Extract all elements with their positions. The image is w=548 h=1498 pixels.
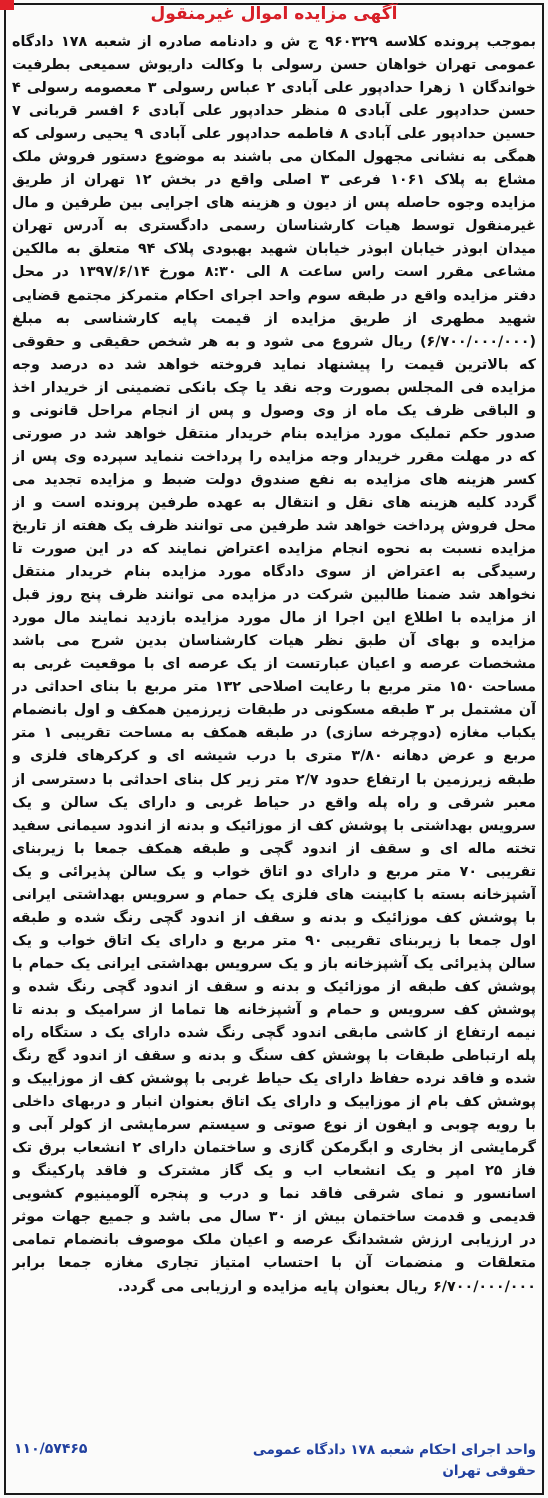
notice-body: بموجب پرونده کلاسه ۹۶۰۳۲۹ ج ش و دادنامه صادره از شعبه ۱۷۸ دادگاه عمومی تهران خواهان حسن رسولی با وکالت داریوش سمیعی بطرفیت خواندگان ۱ زهرا حدادپور علی آبادی ۲ عباس رسولی ۳ معصومه رسولی ۴ حسن حدادپور علی آبادی ۵ منظر حدادپور علی آبادی ۶ افسر قربانی ۷ حسین حدادپور علی آبادی ۸ فاطمه حدادپور علی آبادی ۹ یحیی رسولی که همگی به نشانی مجهول المکان می باشند به موضوع دستور فروش ملک مشاع به پلاک ۱۰۶۱ فرعی ۳ اصلی واقع در بخش ۱۲ تهران از طریق مزایده وجوه حاصله پس از دیون و هزینه های اجرایی بین طرفین و مال غیرمنقول توسط هیات کارشناسان رسمی دادگستری به آدرس تهران میدان ابوذر خیابان ابوذر خیابان شهید بهبودی پلاک ۹۴ متعلق به مالکین مشاعی مقرر است راس ساعت ۸ الی ۸:۳۰ مورخ ۱۳۹۷/۶/۱۴ در محل دفتر مزایده واقع در طبقه سوم واحد اجرای احکام متمرکز مجتمع قضایی شهید مطهری از طریق مزایده از قیمت پایه کارشناسی به مبلغ (۶/۷۰۰/۰۰۰/۰۰۰) ریال شروع می شود و به هر شخص حقیقی و حقوقی که بالاترین قیمت را پیشنهاد نماید فروخته خواهد شد ده درصد وجه مزایده فی المجلس بصورت وجه نقد یا چک بانکی تضمینی از خریدار اخذ و الباقی ظرف یک ماه از وی وصول و پس از انجام مراحل قانونی و صدور حکم تملیک مورد مزایده بنام خریدار منتقل خواهد شد در صورتی که در مهلت مقرر خریدار وجه مزایده را پرداخت ننماید سپرده وی پس از کسر هزینه های مزایده به نفع صندوق دولت ضبط و مزایده تجدید می گردد کلیه هزینه های نقل و انتقال به عهده طرفین پرونده است و از محل فروش پرداخت خواهد شد طرفین می توانند ظرف یک هفته از تاریخ مزایده نسبت به نحوه انجام مزایده اعتراض نمایند که در این صورت تا رسیدگی به اعتراض از سوی دادگاه مورد مزایده بنام خریدار منتقل نخواهد شد ضمنا طالبین شرکت در مزایده می توانند ظرف پنج روز قبل از مزایده با اطلاع این اجرا از مال مورد مزایده بازدید نمایند مال مورد مزایده و بهای آن طبق نظر هیات کارشناسان بدین شرح می باشد مشخصات عرصه و اعیان عبارتست از یک عرصه ای با موقعیت غربی به مساحت ۱۵۰ متر مربع با رعایت اصلاحی ۱۳۲ متر مربع با بنای احداثی در آن مشتمل بر ۳ طبقه مسکونی در طبقات زیرزمین همکف و اول بانضمام یکباب مغازه (دوچرخه سازی) در طبقه همکف به مساحت تقریبی ۱ متر مربع و عرض دهانه ۳/۸۰ متری با درب شیشه ای و کرکرهای فلزی و طبقه زیرزمین با ارتفاع حدود ۲/۷ متر زیر کل بنای احداثی با دسترسی از معبر شرقی و راه پله واقع در حیاط غربی و دارای یک سالن و یک سرویس بهداشتی با پوشش کف از موزائیک و بدنه از اندود سیمانی سفید تخته ماله ای و سقف از اندود گچی و طبقه همکف جمعا با زیربنای تقریبی ۷۰ متر مربع و دارای دو اتاق خواب و یک سالن پذیرائی و یک آشپزخانه بسته با کابینت های فلزی یک حمام و سرویس بهداشتی ایرانی با پوشش کف موزائیک و بدنه و سقف از اندود گچی رنگ شده و طبقه اول جمعا با زیربنای تقریبی ۹۰ متر مربع و دارای یک اتاق خواب و یک سالن پذیرائی یک آشپزخانه باز و یک سرویس بهداشتی ایرانی یک حمام با پوشش کف طبقه از موزائیک و بدنه و سقف از اندود گچی رنگ شده و پوشش کف سرویس و حمام و آشپزخانه ها تماما از سرامیک و بدنه تا نیمه ارتفاع از کاشی مابقی اندود گچی رنگ شده دارای یک د ستگاه راه پله ارتباطی طبقات با پوشش کف سنگ و بدنه و سقف از اندود گچ رنگ شده و فاقد نرده حفاظ دارای یک حیاط غربی با پوشش کف از موزاییک و پوشش کف بام از موزاییک و دارای یک اتاق بعنوان انبار و دربهای داخلی با رویه چوبی و ایفون از نوع صوتی و سیستم سرمایشی از کولر آبی و گرمایشی از بخاری و ابگرمکن گازی و ساختمان دارای ۲ انشعاب برق تک فاز ۲۵ امپر و یک انشعاب اب و یک گاز مشترک و فاقد پارکینگ و اسانسور و نمای شرقی فاقد نما و درب و پنجره آلومینیوم کشویی قدیمی و قدمت ساختمان بیش از ۳۰ سال می باشد و جمیع جهات موثر در ارزیابی ارزش ششدانگ عرصه و اعیان ملک موصوف بانضمام تمامی متعلقات و منضمات آن با احتساب امتیاز تجاری مغازه جمعا برابر ۶/۷۰۰/۰۰۰/۰۰۰ ریال بعنوان پایه مزایده و ارزیابی می گردد. — [12, 34, 536, 1295]
notice-title: آگهی مزایده اموال غیرمنقول — [150, 4, 398, 24]
issuing-office: واحد اجرای احکام شعبه ۱۷۸ دادگاه عمومی حقوقی تهران — [252, 1442, 536, 1479]
reference-number: ۱۱۰/۵۷۴۶۵ — [14, 1441, 88, 1457]
